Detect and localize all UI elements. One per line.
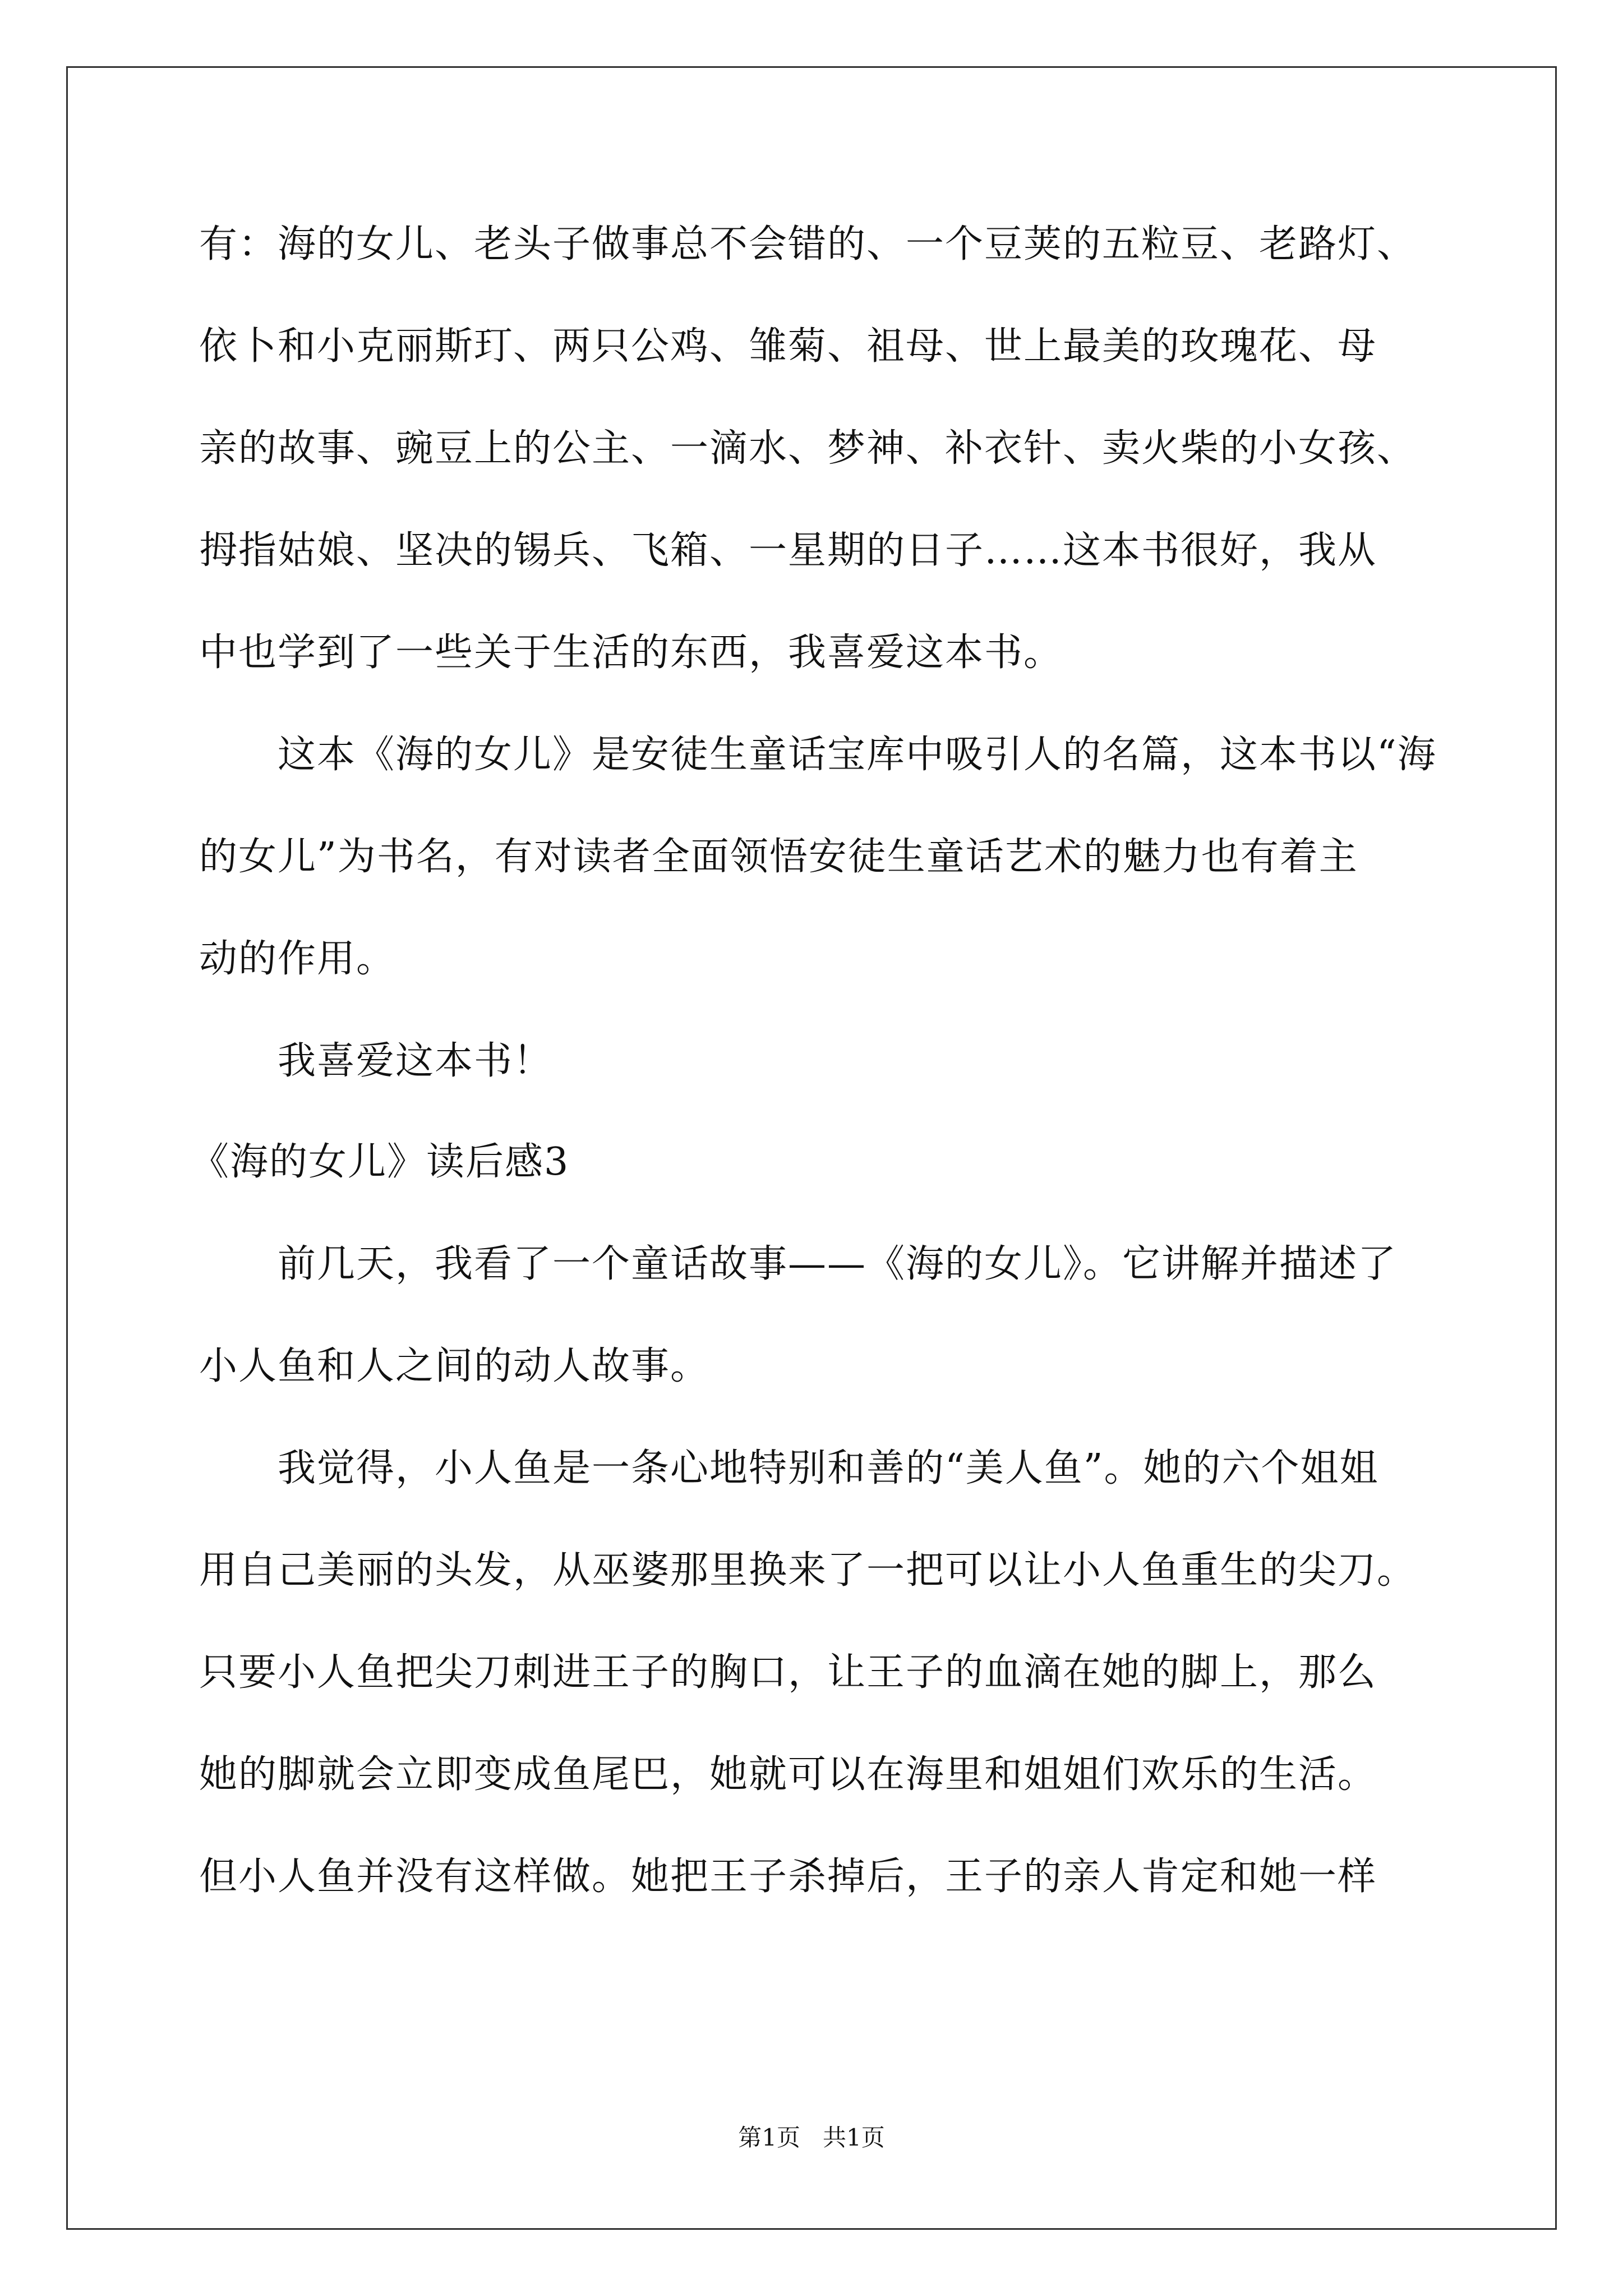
text-line: 动的作用。 xyxy=(199,937,396,981)
text-line: 她的脚就会立即变成鱼尾巴，她就可以在海里和姐姐们欢乐的生活。 xyxy=(199,1752,1377,1797)
text-line: 有：海的女儿、老头子做事总不会错的、一个豆荚的五粒豆、老路灯、 xyxy=(199,222,1417,266)
text-line: 亲的故事、豌豆上的公主、一滴水、梦神、补衣针、卖火柴的小女孩、 xyxy=(199,426,1417,471)
text-line: 依卜和小克丽斯玎、两只公鸡、雏菊、祖母、世上最美的玫瑰花、母 xyxy=(199,324,1377,369)
section-heading: 《海的女儿》读后感3 xyxy=(191,1140,570,1184)
text-line: 的女儿”为书名，有对读者全面领悟安徒生童话艺术的魅力也有着主 xyxy=(199,835,1358,879)
paragraph-start-line: 我喜爱这本书！ xyxy=(278,1039,553,1083)
paragraph-start-line: 前几天，我看了一个童话故事——《海的女儿》。它讲解并描述了 xyxy=(278,1242,1398,1286)
text-line: 小人鱼和人之间的动人故事。 xyxy=(199,1344,710,1388)
text-line: 但小人鱼并没有这样做。她把王子杀掉后，王子的亲人肯定和她一样 xyxy=(199,1855,1377,1899)
text-line: 只要小人鱼把尖刀刺进王子的胸口，让王子的血滴在她的脚上，那么 xyxy=(199,1650,1377,1695)
page-footer: 第1页 共1页 xyxy=(738,2124,885,2151)
paragraph-start-line: 这本《海的女儿》是安徒生童话宝库中吸引人的名篇，这本书以“海 xyxy=(278,733,1437,777)
text-line: 拇指姑娘、坚决的锡兵、飞箱、一星期的日子……这本书很好，我从 xyxy=(199,528,1377,573)
text-line: 用自己美丽的头发，从巫婆那里换来了一把可以让小人鱼重生的尖刀。 xyxy=(199,1548,1417,1593)
paragraph-start-line: 我觉得，小人鱼是一条心地特别和善的“美人鱼”。她的六个姐姐 xyxy=(278,1446,1379,1490)
text-line: 中也学到了一些关于生活的东西，我喜爱这本书。 xyxy=(199,631,1063,675)
